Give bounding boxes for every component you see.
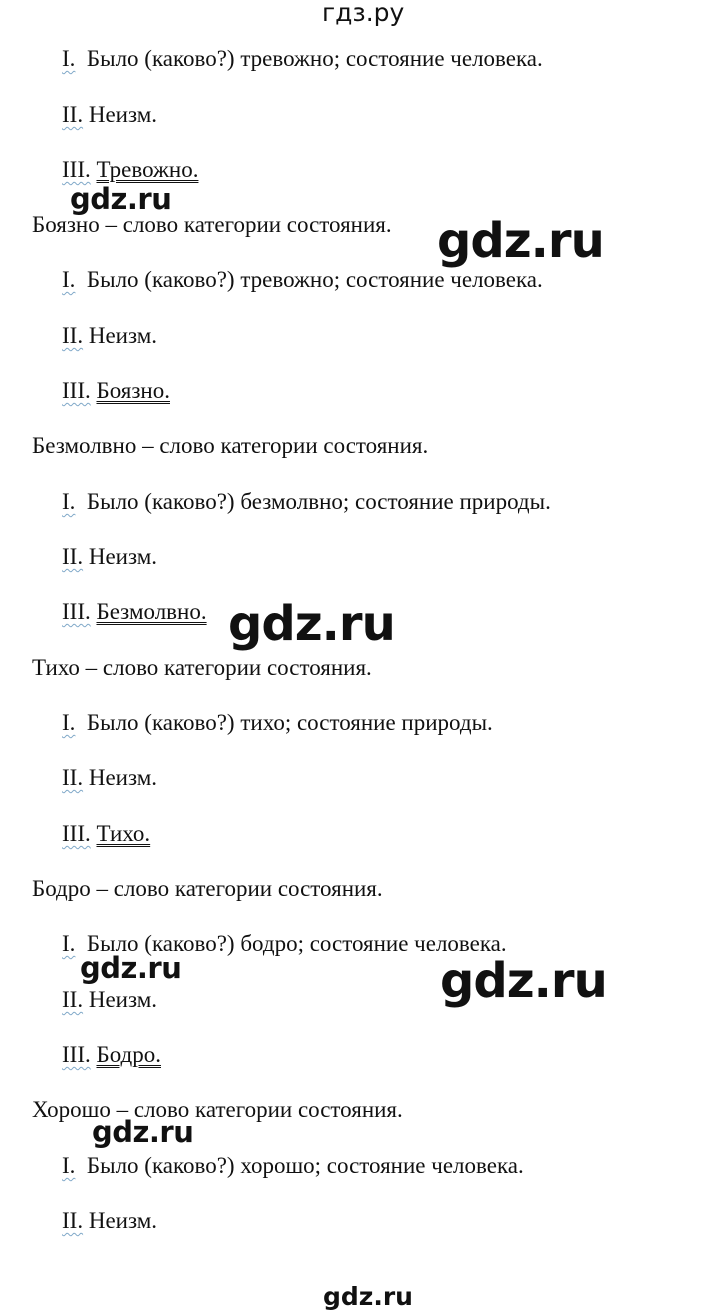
line-i: [62, 710, 493, 736]
answer-word: Боязно.: [96, 378, 170, 403]
line-ii: [62, 1208, 157, 1234]
roman-numeral: I.: [62, 1153, 76, 1178]
roman-numeral: I.: [62, 46, 76, 71]
roman-numeral: III.: [62, 599, 91, 624]
line-ii: [62, 323, 157, 349]
roman-numeral: I.: [62, 267, 76, 292]
roman-numeral: II.: [62, 544, 84, 569]
answer-word: Тихо.: [96, 821, 151, 846]
line-i: [62, 1153, 524, 1179]
roman-numeral: II.: [62, 1208, 84, 1233]
answer-word: Тревожно.: [96, 157, 199, 182]
watermark: gdz.ru: [437, 213, 604, 269]
line-text: Было (каково?) тревожно; состояние человека.: [86, 267, 543, 292]
heading: Бодро – слово категории состояния.: [32, 876, 383, 901]
line-iii: [62, 378, 170, 404]
heading: Тихо – слово категории состояния.: [32, 655, 372, 680]
roman-numeral: III.: [62, 157, 91, 182]
roman-numeral: I.: [62, 489, 76, 514]
line-iii: [62, 599, 207, 625]
roman-numeral: II.: [62, 323, 84, 348]
line-i: [62, 267, 543, 293]
roman-numeral: I.: [62, 931, 76, 956]
watermark: gdz.ru: [70, 182, 172, 216]
line-text: Было (каково?) тревожно; состояние человека.: [86, 46, 543, 71]
line-text: Было (каково?) бодро; состояние человека.: [86, 931, 507, 956]
roman-numeral: II.: [62, 987, 84, 1012]
line-text: Неизм.: [88, 1208, 158, 1233]
line-text: Неизм.: [88, 987, 158, 1012]
watermark: gdz.ru: [440, 953, 607, 1009]
line-ii: [62, 544, 157, 570]
header-site: гдз.ру: [322, 0, 405, 27]
roman-numeral: II.: [62, 102, 84, 127]
watermark: gdz.ru: [80, 951, 182, 985]
line-text: Неизм.: [88, 323, 158, 348]
line-iii: [62, 821, 150, 847]
roman-numeral: III.: [62, 1042, 91, 1067]
line-text: Неизм.: [88, 102, 158, 127]
answer-word: Безмолвно.: [96, 599, 207, 624]
roman-numeral: II.: [62, 765, 84, 790]
answer-word: Бодро.: [96, 1042, 161, 1067]
heading: Боязно – слово категории состояния.: [32, 212, 392, 237]
line-iii: [62, 157, 198, 183]
heading: Безмолвно – слово категории состояния.: [32, 433, 429, 458]
watermark: gdz.ru: [228, 596, 395, 652]
line-ii: [62, 102, 157, 128]
line-i: [62, 489, 551, 515]
line-ii: [62, 987, 157, 1013]
line-iii: [62, 1042, 161, 1068]
roman-numeral: III.: [62, 378, 91, 403]
footer-site: gdz.ru: [323, 1282, 413, 1311]
line-text: Было (каково?) хорошо; состояние человека.: [86, 1153, 524, 1178]
line-ii: [62, 765, 157, 791]
line-text: Неизм.: [88, 544, 158, 569]
line-text: Было (каково?) тихо; состояние природы.: [86, 710, 493, 735]
line-i: [62, 46, 543, 72]
watermark: gdz.ru: [92, 1115, 194, 1149]
line-text: Неизм.: [88, 765, 158, 790]
line-text: Было (каково?) безмолвно; состояние природы.: [86, 489, 551, 514]
roman-numeral: I.: [62, 710, 76, 735]
roman-numeral: III.: [62, 821, 91, 846]
heading: Хорошо – слово категории состояния.: [32, 1097, 403, 1122]
